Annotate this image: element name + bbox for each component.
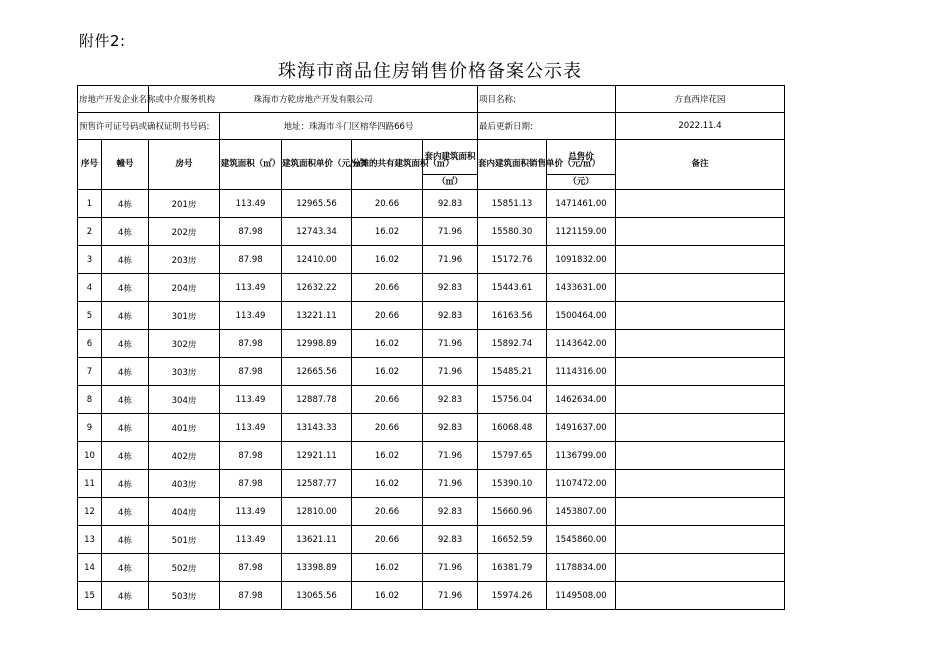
developer-value: 珠海市方乾房地产开发有限公司 xyxy=(149,86,478,113)
cell-unit-price: 13221.11 xyxy=(282,302,352,330)
cell-room: 403房 xyxy=(149,470,220,498)
cell-seq: 15 xyxy=(78,582,102,610)
cell-inner-area: 92.83 xyxy=(423,302,478,330)
cell-inner-area: 71.96 xyxy=(423,358,478,386)
table-row xyxy=(78,442,785,470)
cell-inner-area: 71.96 xyxy=(423,582,478,610)
cell-inner-area: 71.96 xyxy=(423,442,478,470)
cell-room: 302房 xyxy=(149,330,220,358)
table-row xyxy=(78,302,785,330)
cell-seq: 3 xyxy=(78,246,102,274)
cell-remark xyxy=(616,442,785,470)
cell-area: 87.98 xyxy=(220,358,282,386)
cell-unit-price: 13398.89 xyxy=(282,554,352,582)
cell-building: 4栋 xyxy=(102,442,149,470)
cell-shared-area: 20.66 xyxy=(352,190,423,218)
cell-area: 87.98 xyxy=(220,554,282,582)
cell-seq: 5 xyxy=(78,302,102,330)
cell-unit-price: 12810.00 xyxy=(282,498,352,526)
cell-unit-price: 12410.00 xyxy=(282,246,352,274)
table-row xyxy=(78,218,785,246)
cell-seq: 1 xyxy=(78,190,102,218)
cell-inner-area: 71.96 xyxy=(423,330,478,358)
cell-room: 502房 xyxy=(149,554,220,582)
cell-total-price: 1500464.00 xyxy=(547,302,616,330)
cell-room: 501房 xyxy=(149,526,220,554)
cell-building: 4栋 xyxy=(102,274,149,302)
cell-area: 87.98 xyxy=(220,582,282,610)
info-row-permit xyxy=(78,113,785,140)
cell-unit-price: 12587.77 xyxy=(282,470,352,498)
cell-unit-price: 12965.56 xyxy=(282,190,352,218)
cell-inner-unit-price: 15892.74 xyxy=(478,330,547,358)
cell-inner-unit-price: 15756.04 xyxy=(478,386,547,414)
cell-room: 301房 xyxy=(149,302,220,330)
cell-total-price: 1545860.00 xyxy=(547,526,616,554)
cell-unit-price: 13143.33 xyxy=(282,414,352,442)
cell-unit-price: 12743.34 xyxy=(282,218,352,246)
cell-total-price: 1091832.00 xyxy=(547,246,616,274)
cell-remark xyxy=(616,274,785,302)
cell-area: 87.98 xyxy=(220,330,282,358)
cell-remark xyxy=(616,190,785,218)
header-total-price-unit: （元） xyxy=(547,175,616,190)
cell-building: 4栋 xyxy=(102,246,149,274)
cell-area: 87.98 xyxy=(220,442,282,470)
cell-unit-price: 12665.56 xyxy=(282,358,352,386)
cell-shared-area: 20.66 xyxy=(352,386,423,414)
cell-building: 4栋 xyxy=(102,218,149,246)
document-title: 珠海市商品住房销售价格备案公示表 xyxy=(278,61,582,82)
cell-shared-area: 20.66 xyxy=(352,414,423,442)
cell-seq: 9 xyxy=(78,414,102,442)
header-inner-area: 套内建筑面积 xyxy=(423,140,478,175)
cell-inner-unit-price: 15390.10 xyxy=(478,470,547,498)
permit-label: 预售许可证号码或确权证明书号码: xyxy=(78,113,220,140)
cell-remark xyxy=(616,246,785,274)
address-value: 地址：珠海市斗门区榕华四路66号 xyxy=(220,113,478,140)
table-row xyxy=(78,386,785,414)
cell-remark xyxy=(616,414,785,442)
header-room: 房号 xyxy=(149,140,220,190)
cell-inner-area: 92.83 xyxy=(423,414,478,442)
cell-total-price: 1136799.00 xyxy=(547,442,616,470)
cell-inner-unit-price: 15580.30 xyxy=(478,218,547,246)
cell-building: 4栋 xyxy=(102,386,149,414)
cell-total-price: 1178834.00 xyxy=(547,554,616,582)
cell-total-price: 1143642.00 xyxy=(547,330,616,358)
cell-building: 4栋 xyxy=(102,414,149,442)
cell-area: 113.49 xyxy=(220,190,282,218)
cell-unit-price: 12998.89 xyxy=(282,330,352,358)
cell-remark xyxy=(616,358,785,386)
cell-shared-area: 20.66 xyxy=(352,526,423,554)
cell-inner-unit-price: 16652.59 xyxy=(478,526,547,554)
cell-shared-area: 16.02 xyxy=(352,358,423,386)
cell-inner-unit-price: 15172.76 xyxy=(478,246,547,274)
header-inner-area-unit: （㎡） xyxy=(423,175,478,190)
cell-inner-unit-price: 15660.96 xyxy=(478,498,547,526)
cell-remark xyxy=(616,470,785,498)
cell-seq: 11 xyxy=(78,470,102,498)
cell-area: 113.49 xyxy=(220,274,282,302)
cell-inner-unit-price: 15974.26 xyxy=(478,582,547,610)
cell-area: 87.98 xyxy=(220,218,282,246)
cell-total-price: 1121159.00 xyxy=(547,218,616,246)
cell-total-price: 1491637.00 xyxy=(547,414,616,442)
cell-total-price: 1433631.00 xyxy=(547,274,616,302)
cell-shared-area: 20.66 xyxy=(352,274,423,302)
cell-inner-area: 71.96 xyxy=(423,554,478,582)
cell-area: 113.49 xyxy=(220,526,282,554)
cell-room: 404房 xyxy=(149,498,220,526)
cell-unit-price: 12632.22 xyxy=(282,274,352,302)
cell-building: 4栋 xyxy=(102,330,149,358)
developer-label: 房地产开发企业名称或中介服务机构 xyxy=(78,86,149,113)
cell-total-price: 1149508.00 xyxy=(547,582,616,610)
cell-inner-unit-price: 16163.56 xyxy=(478,302,547,330)
cell-area: 113.49 xyxy=(220,302,282,330)
cell-inner-area: 92.83 xyxy=(423,526,478,554)
header-remark: 备注 xyxy=(616,140,785,190)
cell-area: 87.98 xyxy=(220,246,282,274)
attachment-label: 附件2: xyxy=(79,32,126,50)
header-seq: 序号 xyxy=(78,140,102,190)
cell-seq: 10 xyxy=(78,442,102,470)
header-inner-unit-price: 套内建筑面积销售单价（元/㎡） xyxy=(478,140,547,190)
cell-total-price: 1471461.00 xyxy=(547,190,616,218)
cell-building: 4栋 xyxy=(102,498,149,526)
cell-area: 87.98 xyxy=(220,470,282,498)
cell-inner-unit-price: 15485.21 xyxy=(478,358,547,386)
cell-shared-area: 16.02 xyxy=(352,218,423,246)
cell-room: 204房 xyxy=(149,274,220,302)
cell-unit-price: 13065.56 xyxy=(282,582,352,610)
cell-room: 304房 xyxy=(149,386,220,414)
header-row xyxy=(78,140,785,175)
table-row xyxy=(78,274,785,302)
cell-building: 4栋 xyxy=(102,554,149,582)
cell-inner-unit-price: 16068.48 xyxy=(478,414,547,442)
cell-room: 402房 xyxy=(149,442,220,470)
project-label: 项目名称: xyxy=(478,86,616,113)
cell-total-price: 1462634.00 xyxy=(547,386,616,414)
table-row xyxy=(78,554,785,582)
cell-seq: 8 xyxy=(78,386,102,414)
info-row-developer xyxy=(78,86,785,113)
table-row xyxy=(78,358,785,386)
table-row xyxy=(78,190,785,218)
cell-total-price: 1114316.00 xyxy=(547,358,616,386)
cell-inner-unit-price: 15797.65 xyxy=(478,442,547,470)
cell-seq: 14 xyxy=(78,554,102,582)
cell-shared-area: 16.02 xyxy=(352,554,423,582)
cell-unit-price: 12921.11 xyxy=(282,442,352,470)
cell-remark xyxy=(616,582,785,610)
table-row xyxy=(78,246,785,274)
cell-inner-unit-price: 16381.79 xyxy=(478,554,547,582)
price-filing-table xyxy=(77,85,785,610)
cell-building: 4栋 xyxy=(102,302,149,330)
header-area: 建筑面积（㎡） xyxy=(220,140,282,190)
table-row xyxy=(78,498,785,526)
table-row xyxy=(78,582,785,610)
cell-seq: 12 xyxy=(78,498,102,526)
cell-seq: 2 xyxy=(78,218,102,246)
cell-room: 203房 xyxy=(149,246,220,274)
cell-shared-area: 20.66 xyxy=(352,302,423,330)
cell-seq: 13 xyxy=(78,526,102,554)
cell-seq: 4 xyxy=(78,274,102,302)
table-row xyxy=(78,526,785,554)
cell-remark xyxy=(616,554,785,582)
cell-seq: 6 xyxy=(78,330,102,358)
header-shared-area: 分摊的共有建筑面积（㎡） xyxy=(352,140,423,190)
cell-building: 4栋 xyxy=(102,526,149,554)
cell-shared-area: 16.02 xyxy=(352,470,423,498)
cell-seq: 7 xyxy=(78,358,102,386)
cell-building: 4栋 xyxy=(102,470,149,498)
cell-inner-area: 92.83 xyxy=(423,190,478,218)
cell-unit-price: 12887.78 xyxy=(282,386,352,414)
header-unit-price: 建筑面积单价（元/㎡） xyxy=(282,140,352,190)
cell-remark xyxy=(616,302,785,330)
cell-remark xyxy=(616,218,785,246)
cell-room: 401房 xyxy=(149,414,220,442)
cell-building: 4栋 xyxy=(102,582,149,610)
cell-inner-area: 71.96 xyxy=(423,218,478,246)
cell-total-price: 1453807.00 xyxy=(547,498,616,526)
cell-shared-area: 16.02 xyxy=(352,330,423,358)
cell-inner-area: 92.83 xyxy=(423,386,478,414)
cell-building: 4栋 xyxy=(102,190,149,218)
cell-inner-area: 71.96 xyxy=(423,470,478,498)
cell-shared-area: 16.02 xyxy=(352,442,423,470)
updated-value: 2022.11.4 xyxy=(616,113,785,140)
cell-room: 503房 xyxy=(149,582,220,610)
cell-total-price: 1107472.00 xyxy=(547,470,616,498)
project-value: 方直西岸花园 xyxy=(616,86,785,113)
cell-inner-area: 92.83 xyxy=(423,274,478,302)
cell-remark xyxy=(616,386,785,414)
header-building: 幢号 xyxy=(102,140,149,190)
header-total-price: 总售价 xyxy=(547,140,616,175)
cell-room: 202房 xyxy=(149,218,220,246)
cell-remark xyxy=(616,498,785,526)
cell-shared-area: 16.02 xyxy=(352,582,423,610)
cell-remark xyxy=(616,526,785,554)
cell-area: 113.49 xyxy=(220,414,282,442)
cell-inner-unit-price: 15851.13 xyxy=(478,190,547,218)
cell-inner-area: 71.96 xyxy=(423,246,478,274)
table-row xyxy=(78,330,785,358)
cell-shared-area: 20.66 xyxy=(352,498,423,526)
cell-area: 113.49 xyxy=(220,498,282,526)
updated-label: 最后更新日期: xyxy=(478,113,616,140)
cell-building: 4栋 xyxy=(102,358,149,386)
cell-room: 303房 xyxy=(149,358,220,386)
cell-shared-area: 16.02 xyxy=(352,246,423,274)
cell-inner-area: 92.83 xyxy=(423,498,478,526)
table-row xyxy=(78,470,785,498)
cell-area: 113.49 xyxy=(220,386,282,414)
cell-remark xyxy=(616,330,785,358)
table-row xyxy=(78,414,785,442)
cell-unit-price: 13621.11 xyxy=(282,526,352,554)
cell-inner-unit-price: 15443.61 xyxy=(478,274,547,302)
cell-room: 201房 xyxy=(149,190,220,218)
